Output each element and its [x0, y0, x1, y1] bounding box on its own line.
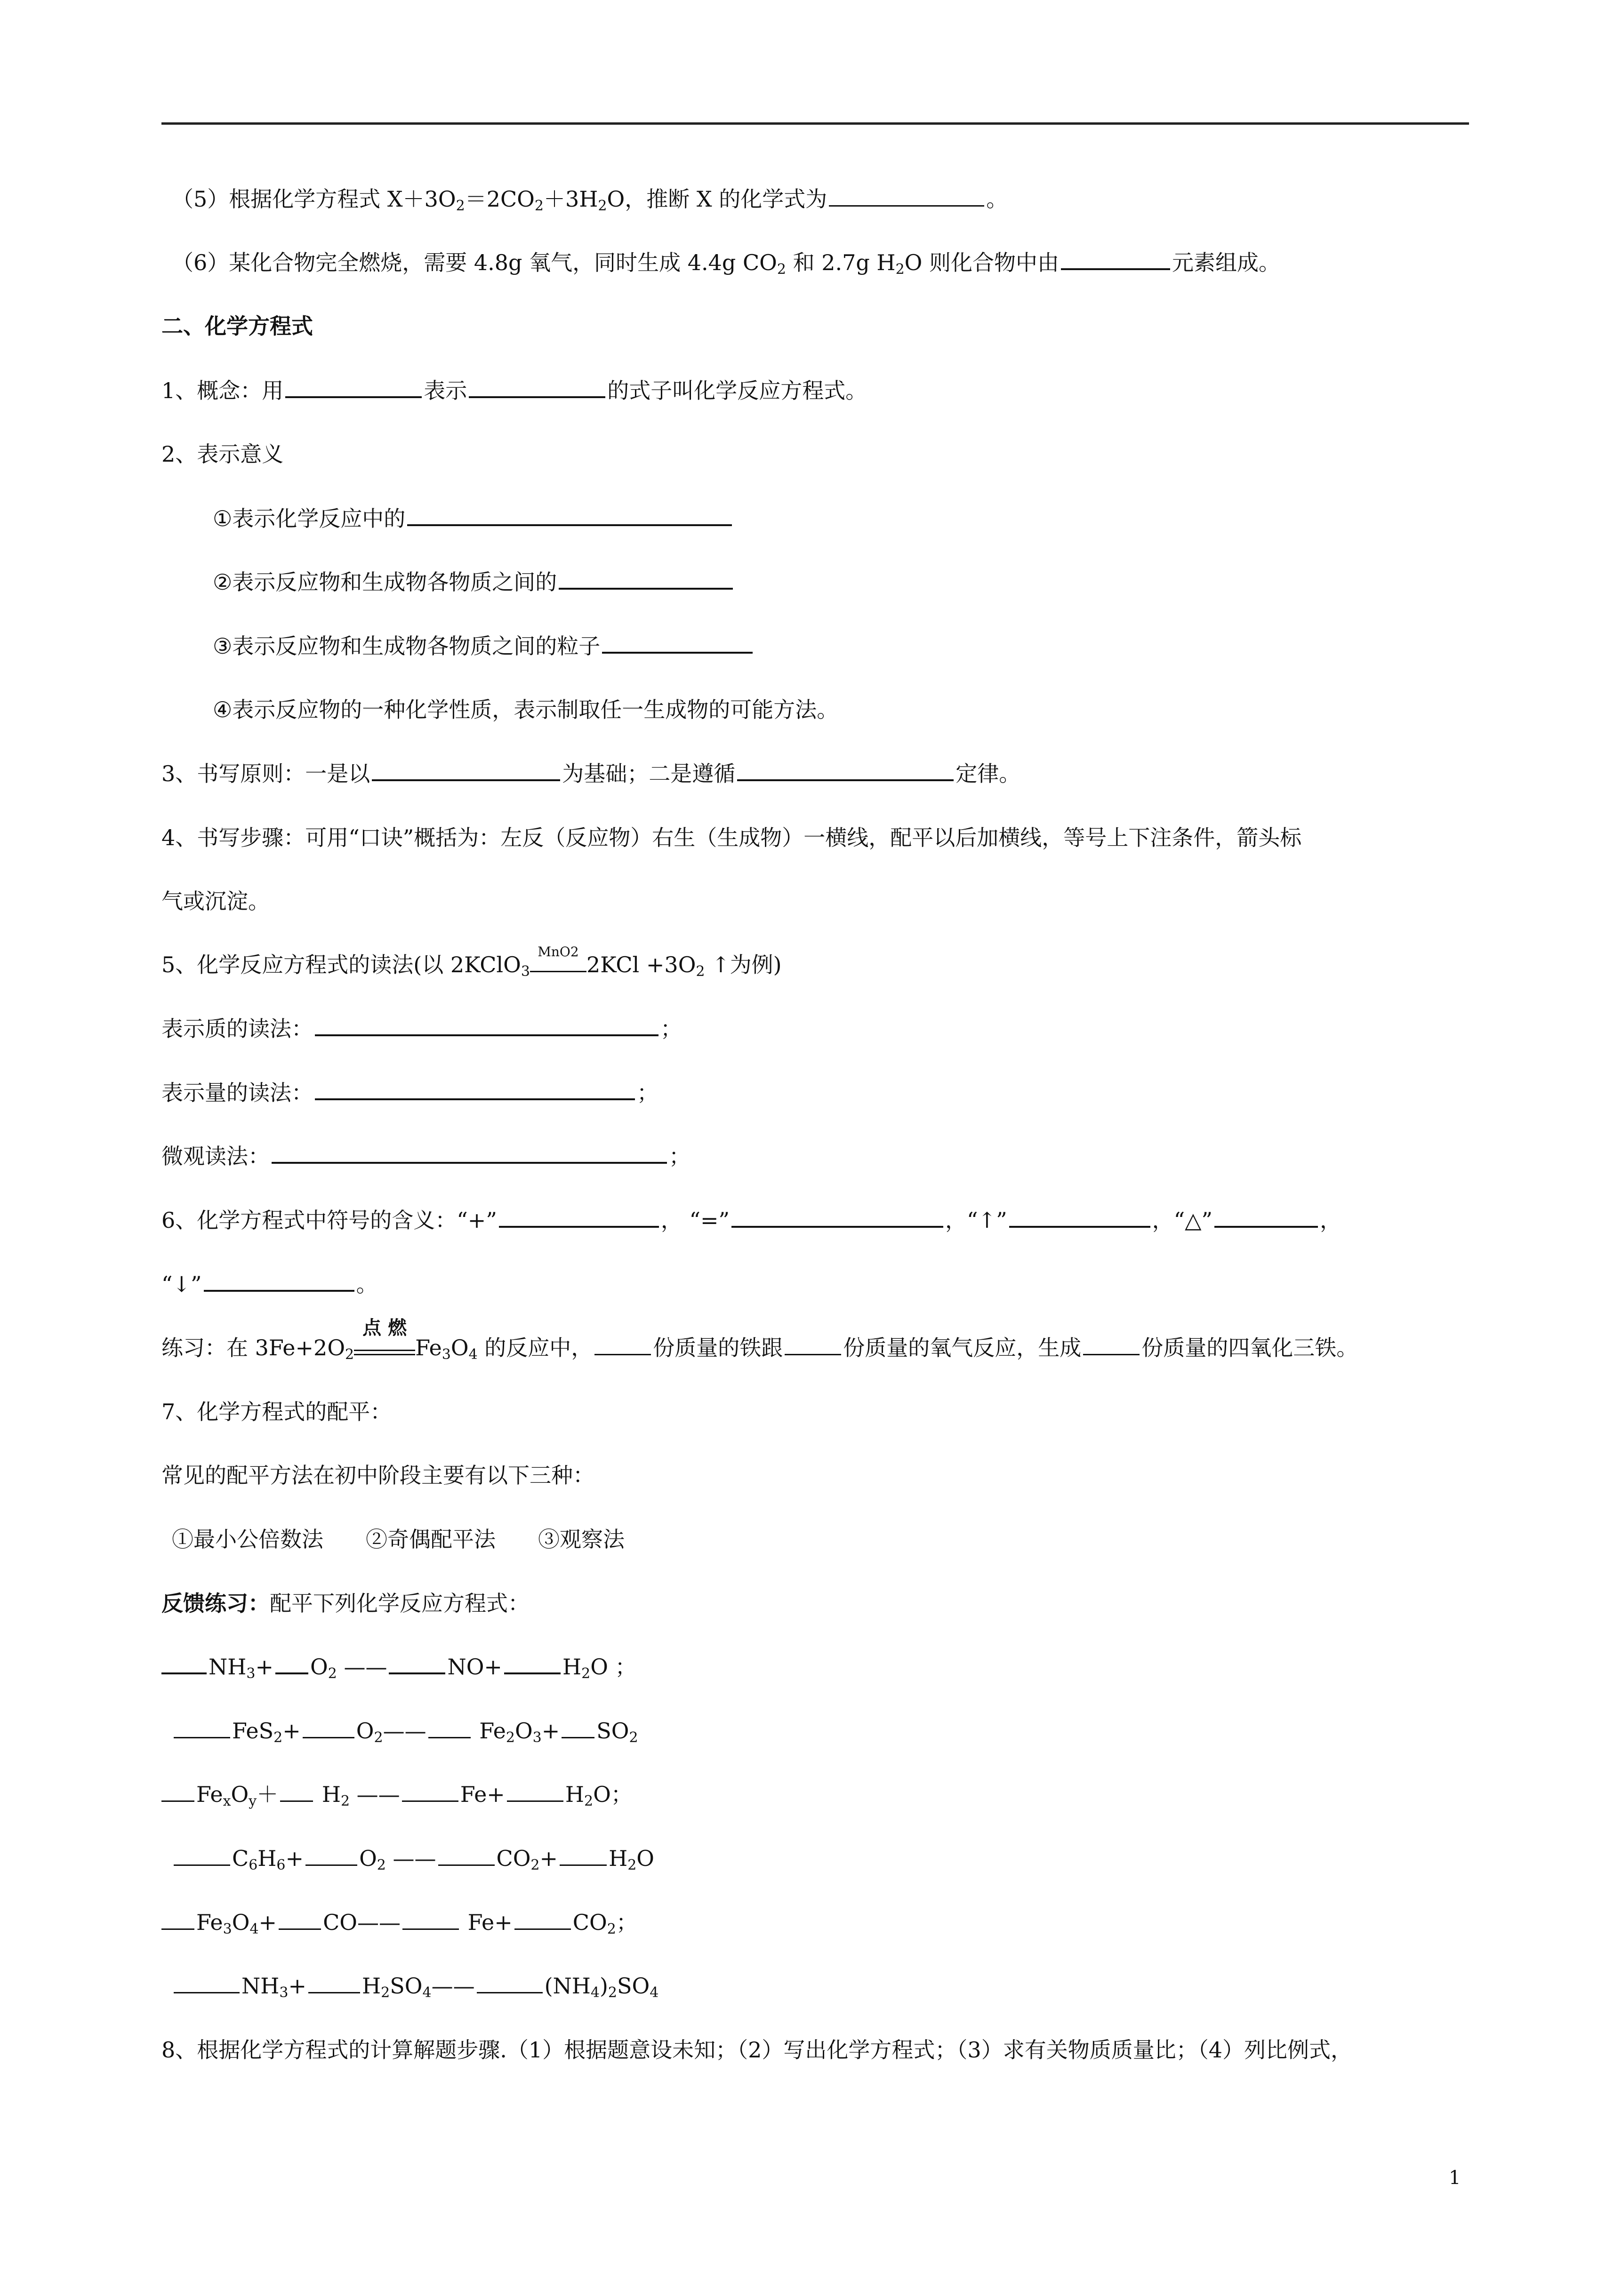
text: 2KCl +3O — [586, 952, 696, 977]
text: 表示反应物的一种化学性质，表示制取任一生成物的可能方法。 — [232, 697, 839, 722]
reaction-condition — [530, 944, 586, 972]
equals-bar — [354, 1351, 415, 1355]
section-heading: 二、化学方程式 — [161, 313, 313, 339]
question-6 — [172, 248, 1280, 277]
answer-blank[interactable] — [1083, 1335, 1140, 1355]
text: ＝2CO — [465, 186, 535, 212]
practice-question — [161, 1317, 1358, 1363]
text: 表示质的读法： — [161, 1016, 313, 1041]
circled-number: ① — [213, 506, 233, 531]
coefficient-blank[interactable] — [389, 1654, 445, 1674]
text: （5）根据化学方程式 X＋3O — [172, 186, 456, 212]
subscript: 2 — [377, 1857, 386, 1873]
methods-list — [172, 1525, 625, 1553]
text: H — [562, 1654, 582, 1680]
coefficient-blank[interactable] — [477, 1973, 543, 1993]
answer-blank[interactable] — [602, 633, 753, 654]
coefficient-blank[interactable] — [560, 1846, 607, 1866]
answer-blank[interactable] — [204, 1271, 354, 1292]
question-5 — [172, 185, 1008, 213]
subscript: 2 — [381, 1984, 390, 2001]
text: ； — [616, 1910, 638, 1935]
subscript: 3 — [521, 963, 530, 980]
answer-blank[interactable] — [469, 377, 605, 398]
equation-4 — [172, 1844, 654, 1872]
equation-5 — [161, 1908, 638, 1936]
page-number: 1 — [1449, 2167, 1461, 2189]
text: 的反应中， — [477, 1335, 593, 1360]
item-4-steps-line2: 气或沉淀。 — [161, 888, 270, 914]
coefficient-blank[interactable] — [161, 1910, 194, 1930]
subscript: 3 — [246, 1665, 256, 1682]
text: 6、化学方程式中符号的含义：“+” — [161, 1208, 497, 1233]
text: SO — [596, 1718, 629, 1744]
subscript: 6 — [249, 1857, 258, 1873]
text: O — [359, 1846, 377, 1871]
text: O — [231, 1782, 249, 1807]
text: “↓” — [161, 1272, 202, 1297]
answer-blank[interactable] — [1061, 249, 1170, 270]
item-7-heading: 7、化学方程式的配平： — [161, 1399, 392, 1424]
methods-intro: 常见的配平方法在初中阶段主要有以下三种： — [161, 1463, 594, 1488]
text: H — [565, 1782, 584, 1807]
text: O — [310, 1654, 328, 1680]
text: 5、化学反应方程式的读法(以 2KClO — [161, 952, 521, 977]
circled-number: ② — [213, 569, 233, 595]
equation-3 — [161, 1780, 633, 1808]
subscript: 4 — [468, 1346, 478, 1363]
feedback-label: 反馈练习： — [161, 1591, 270, 1616]
coefficient-blank[interactable] — [280, 1782, 313, 1802]
text: + — [258, 1910, 277, 1935]
text: 微观读法： — [161, 1144, 270, 1169]
text: SO — [617, 1973, 650, 1999]
text: CO — [496, 1846, 531, 1871]
text: 定律。 — [956, 761, 1021, 786]
subscript: 2 — [627, 1857, 637, 1873]
subscript: 3 — [279, 1984, 289, 2001]
coefficient-blank[interactable] — [275, 1654, 308, 1674]
coefficient-blank[interactable] — [514, 1910, 571, 1930]
text: O — [232, 1910, 250, 1935]
text: (NH — [544, 1973, 591, 1999]
text: + — [255, 1654, 274, 1680]
equation-1 — [161, 1653, 637, 1681]
text: ， “=” — [660, 1208, 730, 1233]
subscript: 3 — [223, 1921, 232, 1937]
text: CO — [572, 1910, 607, 1935]
text: O 则化合物中由 — [904, 250, 1059, 275]
subscript: 2 — [273, 1729, 283, 1746]
header-rule — [161, 122, 1469, 125]
coefficient-blank[interactable] — [428, 1718, 471, 1738]
text: ＋3H — [544, 186, 598, 212]
text: 份质量的铁跟 — [653, 1335, 783, 1360]
text: ↑为例) — [705, 952, 782, 977]
item-2-heading: 2、表示意义 — [161, 441, 284, 467]
coefficient-blank[interactable] — [303, 1718, 354, 1738]
answer-blank[interactable] — [315, 1080, 635, 1100]
subscript: 4 — [590, 1984, 600, 2001]
text: Fe — [196, 1782, 223, 1807]
text: 表示 — [424, 378, 467, 403]
text: O — [450, 1335, 469, 1360]
text: Fe — [196, 1910, 223, 1935]
text: NH — [209, 1654, 247, 1680]
reading-quantity — [161, 1079, 658, 1107]
text: + — [288, 1973, 307, 1999]
text: 表示反应物和生成物各物质之间的粒子 — [232, 633, 601, 659]
equation-6 — [172, 1972, 658, 2000]
coefficient-blank[interactable] — [402, 1782, 458, 1802]
subscript: 2 — [345, 1346, 354, 1363]
coefficient-blank[interactable] — [161, 1654, 207, 1674]
answer-blank[interactable] — [285, 377, 422, 398]
answer-blank[interactable] — [372, 760, 560, 781]
subscript: 2 — [581, 1665, 591, 1682]
subscript: 2 — [340, 1793, 350, 1809]
circled-number: ③ — [213, 633, 233, 659]
coefficient-blank[interactable] — [562, 1718, 594, 1738]
text: 。 — [986, 186, 1008, 212]
feedback-practice — [161, 1589, 530, 1617]
text: 表示量的读法： — [161, 1080, 313, 1105]
text: 表示化学反应中的 — [232, 506, 406, 531]
answer-blank[interactable] — [731, 1207, 943, 1228]
text: 为基础；二是遵循 — [562, 761, 736, 786]
answer-blank[interactable] — [1009, 1207, 1150, 1228]
answer-blank[interactable] — [315, 1016, 658, 1036]
coefficient-blank[interactable] — [402, 1910, 459, 1930]
method-odd-even: ②奇偶配平法 — [366, 1527, 496, 1552]
subscript: x — [223, 1793, 231, 1809]
text: O — [514, 1718, 533, 1744]
subscript: 2 — [598, 198, 607, 214]
text: O ； — [590, 1654, 637, 1680]
catalyst-label: MnO2 — [538, 944, 579, 960]
equation-2 — [172, 1717, 638, 1745]
answer-blank[interactable] — [1214, 1207, 1318, 1228]
text: —— — [350, 1782, 400, 1807]
equals-bar — [354, 1339, 415, 1351]
text: —— — [385, 1846, 436, 1871]
answer-blank[interactable] — [272, 1143, 667, 1164]
item-4-steps-line1: 4、书写步骤：可用“口诀”概括为：左反（反应物）右生（生成物）一横线，配平以后加横线，等号上下注条件，箭头标 — [161, 825, 1302, 850]
method-lcm: ①最小公倍数法 — [172, 1527, 323, 1552]
text: （6）某化合物完全燃烧，需要 4.8g 氧气，同时生成 4.4g CO — [172, 250, 777, 275]
text: —— — [337, 1654, 387, 1680]
item-5-reading — [161, 944, 782, 980]
text: NO+ — [447, 1654, 502, 1680]
text: —— — [431, 1973, 475, 1999]
item-6-symbols-cont — [161, 1270, 378, 1298]
answer-blank[interactable] — [829, 186, 984, 207]
subscript: 2 — [895, 261, 905, 278]
text: + — [541, 1718, 560, 1744]
text: ＋ — [257, 1782, 279, 1807]
text: FeS — [232, 1718, 274, 1744]
text: O； — [593, 1782, 633, 1807]
text: O，推断 X 的化学式为 — [607, 186, 827, 212]
subscript: 2 — [777, 261, 786, 278]
subscript: 2 — [456, 198, 465, 214]
text: ； — [637, 1080, 658, 1105]
meaning-1 — [213, 504, 734, 533]
coefficient-blank[interactable] — [174, 1718, 230, 1738]
item-6-symbols — [161, 1206, 1341, 1234]
text: CO—— — [323, 1910, 401, 1935]
text: —— — [383, 1718, 426, 1744]
text: SO — [390, 1973, 423, 1999]
text: O — [636, 1846, 654, 1871]
item-8-calculation: 8、根据化学方程式的计算解题步骤.（1）根据题意设未知；（2）写出化学方程式；（3）求有关物质质量比；（4）列比例式， — [161, 2037, 1352, 2063]
coefficient-blank[interactable] — [305, 1846, 357, 1866]
coefficient-blank[interactable] — [308, 1973, 360, 1993]
subscript: 4 — [422, 1984, 432, 2001]
subscript: 2 — [696, 963, 705, 980]
circled-number: ④ — [213, 697, 233, 722]
subscript: 2 — [607, 1921, 616, 1937]
answer-blank[interactable] — [594, 1335, 651, 1355]
text: ； — [669, 1144, 691, 1169]
text: 3、书写原则：一是以 — [161, 761, 370, 786]
answer-blank[interactable] — [785, 1335, 841, 1355]
text: Fe — [415, 1335, 442, 1360]
text: + — [282, 1718, 301, 1744]
text: + — [285, 1846, 304, 1871]
item-3-principles — [161, 760, 1020, 788]
subscript: 6 — [276, 1857, 286, 1873]
coefficient-blank[interactable] — [174, 1846, 230, 1866]
subscript: 2 — [534, 198, 544, 214]
subscript: y — [249, 1793, 257, 1809]
text: H — [257, 1846, 277, 1871]
text: 表示反应物和生成物各物质之间的 — [232, 569, 557, 595]
coefficient-blank[interactable] — [161, 1782, 194, 1802]
text: ，“△” — [1152, 1208, 1213, 1233]
text: H — [609, 1846, 628, 1871]
text: 和 2.7g H — [786, 250, 896, 275]
equals-bar — [530, 960, 586, 972]
subscript: 2 — [584, 1793, 594, 1809]
text: 配平下列化学反应方程式： — [270, 1591, 530, 1616]
method-observation: ③观察法 — [538, 1527, 625, 1552]
text: 元素组成。 — [1172, 250, 1280, 275]
text: Fe — [472, 1718, 506, 1744]
text: H — [362, 1973, 381, 1999]
answer-blank[interactable] — [559, 569, 733, 590]
subscript: 2 — [506, 1729, 515, 1746]
subscript: 2 — [530, 1857, 540, 1873]
item-1-concept — [161, 376, 867, 405]
coefficient-blank[interactable] — [507, 1782, 563, 1802]
meaning-4 — [213, 696, 838, 724]
coefficient-blank[interactable] — [174, 1973, 240, 1993]
coefficient-blank[interactable] — [504, 1654, 561, 1674]
subscript: 2 — [374, 1729, 383, 1746]
subscript: 2 — [328, 1665, 337, 1682]
answer-blank[interactable] — [737, 760, 954, 781]
text: C — [232, 1846, 249, 1871]
text: + — [539, 1846, 558, 1871]
ignition-label: 点 燃 — [362, 1317, 407, 1339]
text: 练习：在 3Fe+2O — [161, 1335, 345, 1360]
text: 。 — [356, 1272, 378, 1297]
text: ； — [660, 1016, 682, 1041]
meaning-2 — [213, 568, 735, 596]
subscript: 2 — [608, 1984, 618, 2001]
subscript: 4 — [249, 1921, 259, 1937]
text: 的式子叫化学反应方程式。 — [607, 378, 867, 403]
text: Fe+ — [461, 1910, 513, 1935]
subscript: 3 — [442, 1346, 451, 1363]
text: O — [356, 1718, 374, 1744]
reading-micro — [161, 1142, 691, 1170]
text: NH — [241, 1973, 280, 1999]
text: ) — [599, 1973, 608, 1999]
coefficient-blank[interactable] — [279, 1910, 321, 1930]
answer-blank[interactable] — [407, 505, 732, 526]
text: ， — [1320, 1208, 1342, 1233]
meaning-3 — [213, 632, 755, 660]
text: 1、概念：用 — [161, 378, 284, 403]
subscript: 3 — [532, 1729, 542, 1746]
coefficient-blank[interactable] — [438, 1846, 495, 1866]
answer-blank[interactable] — [499, 1207, 659, 1228]
reading-quality — [161, 1015, 682, 1043]
text: H — [315, 1782, 341, 1807]
text: 份质量的氧气反应，生成 — [843, 1335, 1082, 1360]
text: 份质量的四氧化三铁。 — [1141, 1335, 1358, 1360]
subscript: 2 — [629, 1729, 638, 1746]
text: ，“↑” — [945, 1208, 1007, 1233]
text: Fe+ — [460, 1782, 505, 1807]
subscript: 4 — [650, 1984, 659, 2001]
reaction-condition — [354, 1317, 415, 1355]
